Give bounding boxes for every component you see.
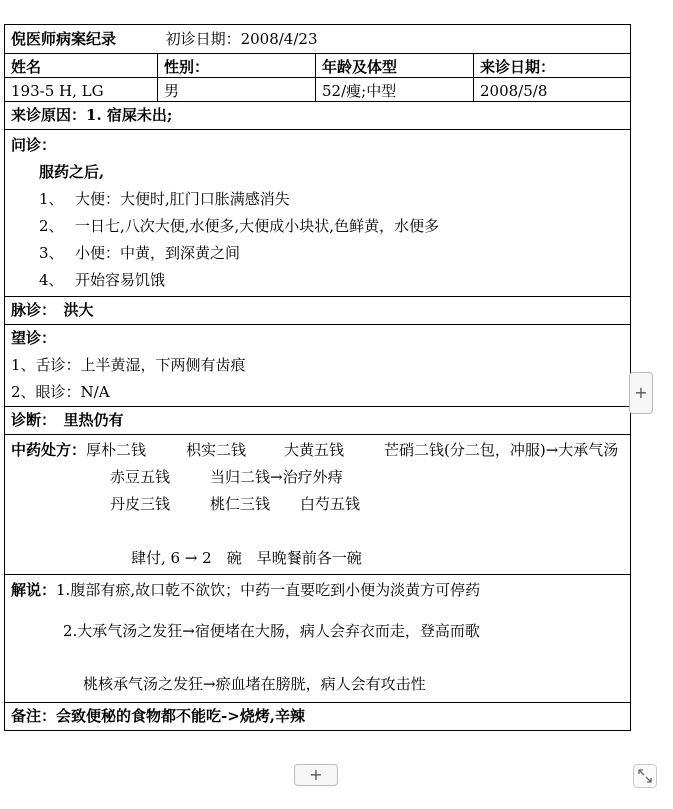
herb: 厚朴二钱: [86, 441, 147, 459]
herb: 赤豆五钱: [110, 468, 171, 486]
item-text: 小便：中黄，到深黄之间: [75, 244, 241, 262]
prescription-label: 中药处方：: [11, 441, 87, 459]
herb: 芒硝二钱(分二包，冲服)→大承气汤: [384, 441, 619, 459]
prescription-section: [5, 435, 630, 575]
record-title: 倪医师病案纪录: [11, 30, 117, 48]
gender-value: 男: [158, 78, 316, 101]
item-number: 3、: [39, 244, 64, 262]
explanation-p3: 桃核承气汤之发狂→瘀血堵在膀胱，病人会有攻击性: [83, 675, 426, 693]
herb: 枳实二钱: [186, 441, 247, 459]
visit-date-value: 2008/5/8: [480, 82, 548, 100]
inquiry-item: [5, 240, 630, 267]
first-visit-date: 初诊日期：2008/4/23: [165, 30, 318, 48]
case-record-table: [4, 24, 631, 731]
gender-label: 性别：: [158, 54, 316, 77]
info-value-row: [5, 78, 630, 102]
observe-section: [5, 325, 630, 407]
tongue-diagnosis: 1、舌诊：上半黄湿，下两侧有齿痕: [11, 356, 246, 374]
age-value: 52/瘦;中型: [316, 78, 474, 101]
inquiry-section: [5, 130, 630, 297]
herb: 丹皮三钱: [110, 495, 171, 513]
info-label-row: [5, 54, 630, 78]
herb: 桃仁三钱: [210, 495, 271, 513]
header-row: [5, 25, 630, 54]
add-column-button[interactable]: +: [629, 372, 653, 414]
prescription-line3: [5, 491, 630, 518]
inquiry-sub: 服药之后,: [39, 163, 105, 181]
name-label: 姓名: [5, 54, 158, 77]
inquiry-item: [5, 186, 630, 213]
name-value: 193-5 H, LG: [5, 78, 158, 101]
inquiry-item: [5, 267, 630, 294]
prescription-line2: [5, 464, 630, 491]
herb: 白芍五钱: [300, 495, 361, 513]
item-number: 1、: [39, 190, 64, 208]
item-text: 大便：大便时,肛门口胀满感消失: [75, 190, 290, 208]
item-text: 开始容易饥饿: [75, 271, 166, 289]
age-label: 年龄及体型: [316, 54, 474, 77]
explanation-p2: 2.大承气汤之发狂→宿便堵在大肠，病人会弃衣而走，登高而歌: [63, 622, 480, 640]
eye-diagnosis: 2、眼诊：N/A: [11, 383, 110, 401]
observe-title: 望诊：: [11, 329, 57, 347]
diagnosis: 诊断： 里热仍有: [5, 407, 630, 435]
item-number: 2、: [39, 217, 64, 235]
dosage: 肆付, 6 → 2 碗 早晚餐前各一碗: [131, 549, 362, 567]
resize-handle[interactable]: [633, 764, 657, 788]
herb: 当归二钱→治疗外痔: [210, 468, 343, 486]
item-text: 一日七,八次大便,水便多,大便成小块状,色鲜黄，水便多: [75, 217, 440, 235]
prescription-line1: [5, 437, 630, 464]
herb: 大黄五钱: [284, 441, 345, 459]
pulse-diagnosis: 脉诊： 洪大: [5, 297, 630, 325]
add-row-button[interactable]: +: [294, 764, 338, 786]
item-number: 4、: [39, 271, 64, 289]
inquiry-item: [5, 213, 630, 240]
visit-reason: 来诊原因：1. 宿屎未出;: [5, 102, 630, 130]
visit-date-label: 来诊日期：: [480, 58, 556, 76]
inquiry-title: 问诊：: [11, 136, 57, 154]
note: 备注：会致便秘的食物都不能吃->烧烤,辛辣: [11, 707, 306, 725]
explanation-p1: [5, 577, 630, 604]
explanation-label: 解说：: [11, 581, 57, 599]
explanation-section: [5, 575, 630, 703]
expand-icon: [634, 765, 656, 787]
explanation-text: 1.腹部有瘀,故口乾不欲饮；中药一直要吃到小便为淡黄方可停药: [56, 581, 481, 599]
